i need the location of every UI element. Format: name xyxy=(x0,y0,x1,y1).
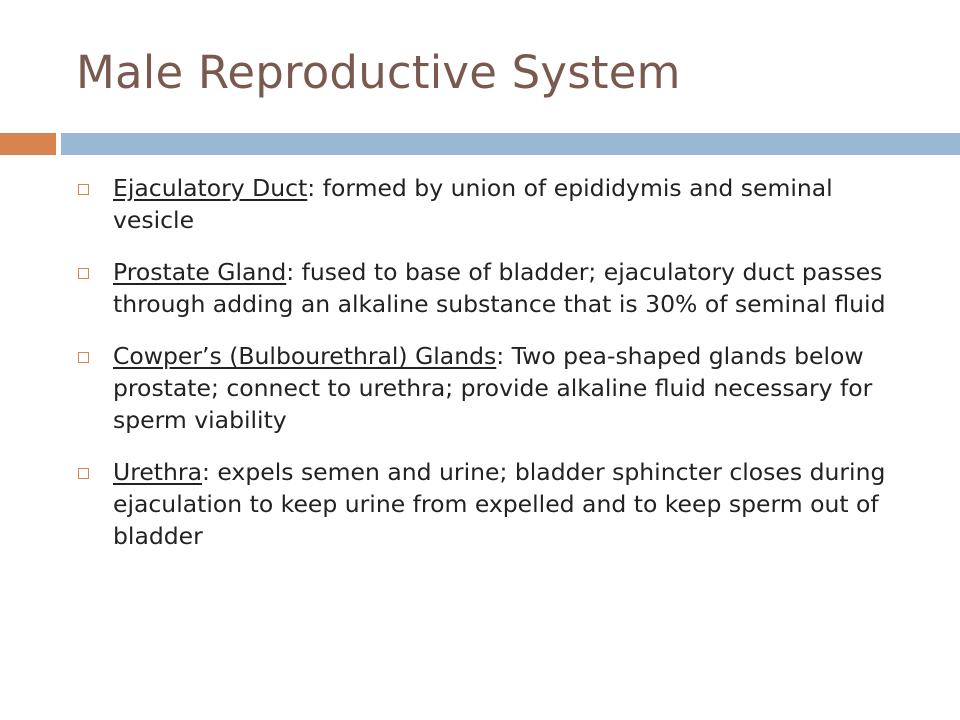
square-bullet-icon xyxy=(78,352,89,363)
bullet-list xyxy=(76,172,896,572)
list-item-text xyxy=(113,456,896,552)
list-item-term: Ejaculatory Duct xyxy=(113,174,308,202)
list-item-term: Cowper’s (Bulbourethral) Glands xyxy=(113,342,497,370)
list-item-term: Urethra xyxy=(113,458,202,486)
square-bullet-icon xyxy=(78,184,89,195)
list-item-description: : expels semen and urine; bladder sphincter closes during ejaculation to keep urine from expelled and to keep sperm out of bladder xyxy=(113,458,886,550)
list-item-text xyxy=(113,340,896,436)
list-item xyxy=(76,456,896,552)
square-bullet-icon xyxy=(78,468,89,479)
list-item-term: Prostate Gland xyxy=(113,258,287,286)
square-bullet-icon xyxy=(78,268,89,279)
title-underline-accent-right xyxy=(61,133,960,155)
slide-title: Male Reproductive System xyxy=(76,46,681,99)
title-underline-accent-left xyxy=(0,133,56,155)
list-item xyxy=(76,340,896,436)
list-item-text xyxy=(113,256,896,320)
list-item-text xyxy=(113,172,896,236)
list-item xyxy=(76,256,896,320)
list-item-description: : Two pea-shaped glands below prostate; connect to urethra; provide alkaline fluid necessary for sperm viability xyxy=(113,342,873,434)
list-item xyxy=(76,172,896,236)
list-item-description: : fused to base of bladder; ejaculatory duct passes through adding an alkaline substance that is 30% of seminal fluid xyxy=(113,258,886,318)
list-item-description: : formed by union of epididymis and seminal vesicle xyxy=(113,174,833,234)
